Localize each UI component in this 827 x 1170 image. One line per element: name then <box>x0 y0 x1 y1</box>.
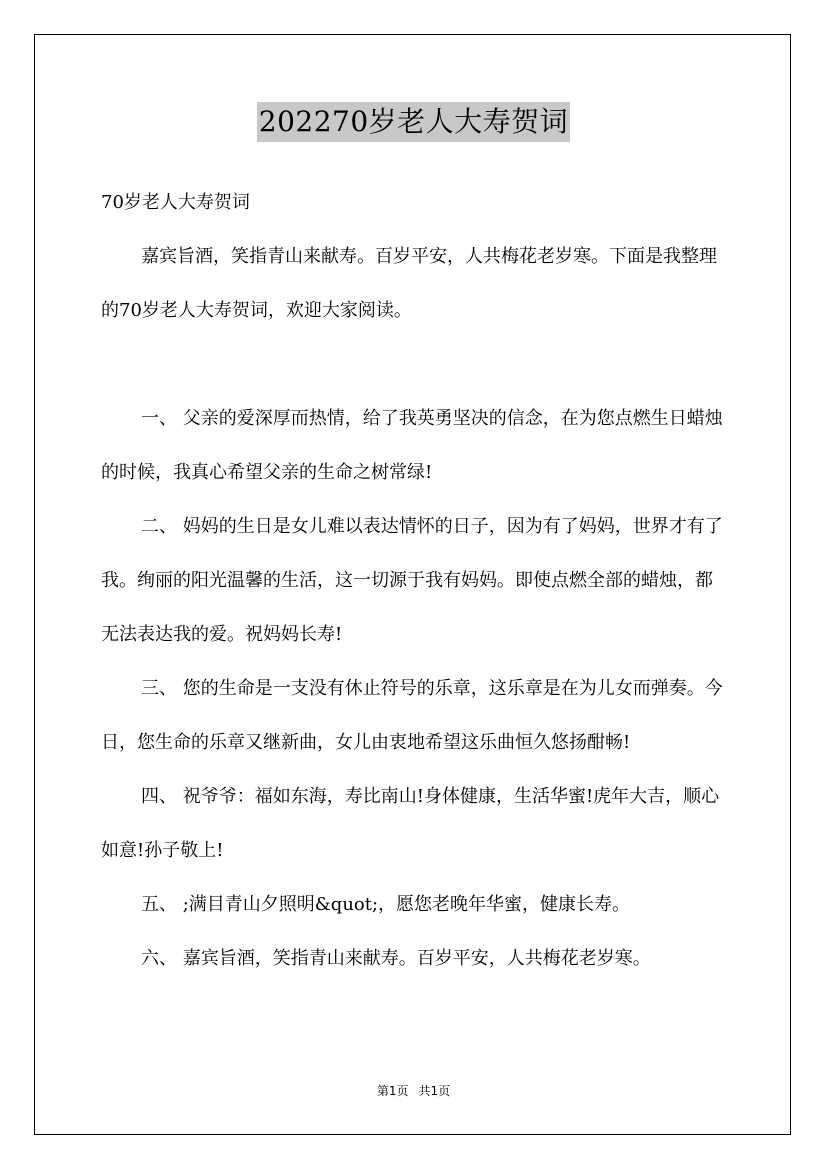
title-container <box>0 102 827 142</box>
blessing-item-3: 三、 您的生命是一支没有休止符号的乐章，这乐章是在为儿女而弹奏。今日，您生命的乐章又继新曲，女儿由衷地希望这乐曲恒久悠扬酣畅! <box>101 678 723 753</box>
blessing-item-1: 一、 父亲的爱深厚而热情，给了我英勇坚决的信念，在为您点燃生日蜡烛的时候，我真心希望父亲的生命之树常绿! <box>101 408 723 483</box>
intro-paragraph: 嘉宾旨酒，笑指青山来献寿。百岁平安，人共梅花老岁寒。下面是我整理的70岁老人大寿贺词，欢迎大家阅读。 <box>101 246 717 321</box>
blessing-item-2: 二、 妈妈的生日是女儿难以表达情怀的日子，因为有了妈妈，世界才有了我。绚丽的阳光温馨的生活，这一切源于我有妈妈。即使点燃全部的蜡烛，都无法表达我的爱。祝妈妈长寿! <box>101 516 723 645</box>
blessing-item-6: 六、 嘉宾旨酒，笑指青山来献寿。百岁平安，人共梅花老岁寒。 <box>141 948 651 969</box>
blessing-item-5: 五、 ;满目青山夕照明&quot;，愿您老晚年华蜜，健康长寿。 <box>141 894 631 915</box>
blank-line <box>101 338 727 392</box>
page-footer <box>0 1083 827 1099</box>
page-number: 第1页 <box>376 1084 409 1098</box>
page-total: 共1页 <box>418 1084 451 1098</box>
document-body <box>101 176 727 986</box>
document-subtitle: 70岁老人大寿贺词 <box>101 192 250 213</box>
blessing-item-4: 四、 祝爷爷：福如东海，寿比南山!身体健康，生活华蜜!虎年大吉，顺心如意!孙子敬上! <box>101 786 720 861</box>
document-title: 202270岁老人大寿贺词 <box>257 102 570 142</box>
